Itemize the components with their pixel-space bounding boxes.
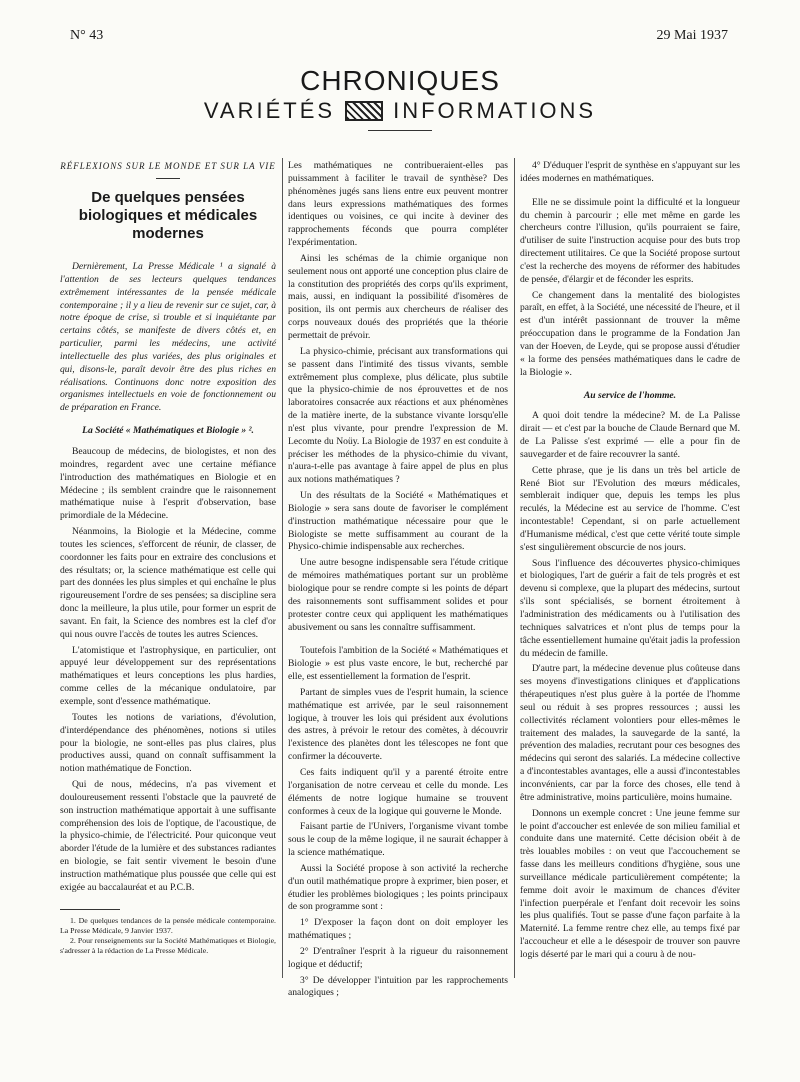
masthead-informations: INFORMATIONS <box>393 98 597 123</box>
column-2 <box>288 160 508 1003</box>
ornament-icon <box>345 101 383 121</box>
paragraph: Ces faits indiquent qu'il y a parenté étroite entre l'organisation de notre cerveau et celle du monde. Les éléments de notre logique humaine se trouvent conformes à ceux de la logique qui gouverne le Monde. <box>288 766 508 817</box>
paragraph: Ce changement dans la mentalité des biologistes paraît, en effet, à la Société, une nécessité de l'heure, et il est d'un intérêt passionnant de trouver la même préoccupation dans le programme de la Fondation Jan van der Hoeven, de Leyde, qui se propose aussi d'étudier « la forme des pensées mathématiques dans le cadre de la Biologie ». <box>520 289 740 378</box>
paragraph: Cette phrase, que je lis dans un très bel article de René Biot sur l'Evolution des mœurs médicales, semblerait indiquer que, depuis les temps les plus reculés, la Médecine est au service de l'homme. C'est incontestable! Cependant, si on parle actuellement d'Humanisme médical, c'est que cette vérité toute simple s'est singulièrement obscurcie de nos jours. <box>520 464 740 553</box>
masthead-varietes: VARIÉTÉS <box>203 98 336 123</box>
column-divider <box>282 158 283 978</box>
issue-date: 29 Mai 1937 <box>656 28 728 43</box>
paragraph: Donnons un exemple concret : Une jeune femme sur le point d'accoucher est enlevée de son milieu familial et conduite dans une maternité. Cette décision obéit à de très louables mobiles : on veut que l'accouchement se fasse dans les meilleurs conditions d'hygiène, sous une surveillance médicale particulièrement compétente; la femme doit avoir le maximum de chances d'éviter l'infection puerpérale et l'enfant doit recevoir les soins les plus qualifiés. Tout se passe d'une façon parfaite à la Maternité. La femme rentre chez elle, au temps fixé par l'accoucheur et elle a le désespoir de trouver son pauvre logis déserté par le mari qui a couru à de nou- <box>520 807 740 960</box>
paragraph: Sous l'influence des découvertes physico-chimiques et biologiques, l'art de guérir a fait de tels progrès et est devenu si complexe, que la plupart des médecins, surtout s'ils sont spécialisés, se bornent étroitement à l'administration des médicaments ou à l'utilisation des techniques salvatrices et n'ont plus de temps pour la tâche essentiellement humaine qu'était jadis la profession du médecin de famille. <box>520 557 740 659</box>
column-divider <box>514 158 515 978</box>
footnote-rule <box>60 909 120 910</box>
column-3 <box>520 160 740 965</box>
paragraph: Les mathématiques ne contribueraient-elles pas puissamment à faciliter le travail de synthèse? Des phénomènes jugés sans liens entre eux peuvent montrer dans leurs expressions mathématiques des formes identiques ou voisines, ce qui incite à deviner des rapprochements féconds que pourra compléter l'expérimentation. <box>288 160 508 249</box>
column-1 <box>60 160 276 956</box>
rubric: RÉFLEXIONS SUR LE MONDE ET SUR LA VIE <box>60 161 276 171</box>
paragraph: Aussi la Société propose à son activité la recherche d'un outil mathématique propre à exprimer, bien poser, et étudier les problèmes biologiques ; les points principaux de son programme sont : <box>288 862 508 913</box>
list-item: 4° D'éduquer l'esprit de synthèse en s'appuyant sur les idées modernes en mathématiques. <box>520 160 740 184</box>
page-header <box>70 28 728 48</box>
article-title: De quelques pensées biologiques et médicales modernes <box>78 189 258 242</box>
masthead <box>0 66 800 124</box>
masthead-rule <box>368 130 432 131</box>
section-title: Au service de l'homme. <box>583 389 677 401</box>
paragraph: La physico-chimie, précisant aux transformations qui se passent dans l'intimité des tissus vivants, semble extrêmement plus complexe, plus délicate, plus subtile que la physico-chimie de nos éprouvettes et de nos laboratoires consacrée aux réactions et aux phénomènes de la matière inerte, de la substance vivante lorsqu'elle n'est plus vivante, pour prendre l'expression de M. Lecomte du Noüy. La Biologie de 1937 en est conduite à préciser les méthodes de la physico-chimie du vivant, n'aura-t-elle pas avantage à faire appel de plus en plus aux notions mathématiques ? <box>288 345 508 486</box>
paragraph: L'atomistique et l'astrophysique, en particulier, ont appuyé leur développement sur des représentations mathématiques et leurs conceptions les plus hardies, comme celles de la mécanique ondulatoire, par exemple, sont d'essence mathématique. <box>60 644 276 707</box>
paragraph: Toutefois l'ambition de la Société « Mathématiques et Biologie » est plus vaste encore, le but, recherché par elle, est essentiellement la formation de l'esprit. <box>288 645 508 683</box>
paragraph: Toutes les notions de variations, d'évolution, d'interdépendance des phénomènes, notions si utiles pour la biologie, ne sont-elles pas plus claires, plus productives aussi, quand on connaît suffisamment la notion mathématique de Fonction. <box>60 711 276 775</box>
masthead-title: CHRONIQUES <box>300 65 500 96</box>
paragraph: Beaucoup de médecins, de biologistes, et non des moindres, regardent avec une certaine méfiance l'introduction des mathématiques en Biologie et en Médecine ; ils semblent craindre que le raisonnement mathématique nuise à l'esprit d'observation, base primordiale de la Médecine. <box>60 445 276 522</box>
paragraph: Qui de nous, médecins, n'a pas vivement et douloureusement ressenti l'obstacle que la pauvreté de son instruction mathématique apportait à une suffisante compréhension des lois de l'optique, de l'acoustique, de la physico-chimie, de l'électricité. Pour quiconque veut aborder l'étude de la lumière et des substances radiantes en biologie, se fait sentir vivement le besoin d'une instruction mathématique plus poussée que celle qui est exigée au baccalauréat et au P.C.B. <box>60 779 276 893</box>
paragraph: D'autre part, la médecine devenue plus coûteuse dans ses moyens d'investigations cliniques et d'applications thérapeutiques n'est plus guère à la portée de l'homme seul ou réduit à ses propres ressources ; aussi les collectivités réclament volontiers pour elles-mêmes le traitement des malades, la sauvegarde de la santé, la prévention des maladies, recrutant pour ces besognes des médecins qui seront des salariés. La médecine collective a d'incontestables avantages, elle a aussi d'incontestables inconvénients, car par la force des choses, elle tend à être administrative, moins particulière, moins humaine. <box>520 663 740 803</box>
masthead-subtitle <box>0 98 800 124</box>
paragraph: Ainsi les schémas de la chimie organique non seulement nous ont apporté une conception plus claire de la constitution des propriétés des corps qu'ils expriment, mais, aussi, en indiquant la possibilité d'isomères de position, ils ont permis aux chercheurs de réaliser des corps nouveaux doués des propriétés que la théorie permettait de prévoir. <box>288 252 508 341</box>
paragraph: Partant de simples vues de l'esprit humain, la science mathématique est arrivée, par le seul raisonnement logique, à trouver les lois qui président aux évolutions des astres, à prévoir le retour des comètes, à découvrir l'existence des planètes dont les télescopes ne font que confirmer la découverte. <box>288 686 508 763</box>
rubric-rule <box>156 178 180 179</box>
section-title: La Société « Mathématiques et Biologie » ². <box>82 425 254 437</box>
paragraph: Faisant partie de l'Univers, l'organisme vivant tombe sous le coup de la même logique, il ne saurait échapper à la science mathématique. <box>288 821 508 859</box>
footnote: 1. De quelques tendances de la pensée médicale contemporaine. La Presse Médicale, 9 Janvier 1937. <box>60 915 276 935</box>
paragraph: Elle ne se dissimule point la difficulté et la longueur du chemin à parcourir ; elle met même en garde les chercheurs contre l'illusion, qu'ils pourraient se faire, d'utiliser de suite l'instruction acquise pour des buts trop directement utilitaires. Ce que la Société propose surtout c'est la recherche des moyens de réformer des habitudes de pensée, d'élargir et de féconder les esprits. <box>520 196 740 285</box>
paragraph: Une autre besogne indispensable sera l'étude critique de mémoires mathématiques portant sur un problème biologique pour se rendre compte si les points de départ des raisonnements sont suffisamment solides et pour protester contre ceux qui appliquent les mathématiques abusivement ou sans les connaître suffisamment. <box>288 557 508 633</box>
footnote: 2. Pour renseignements sur la Société Mathématiques et Biologie, s'adresser à la rédaction de La Presse Médicale. <box>60 935 276 955</box>
intro-paragraph: Dernièrement, La Presse Médicale ¹ a signalé à l'attention de ses lecteurs quelques tendances extrêmement intéressantes de la pensée médicale contemporaine ; il y a lieu de revenir sur ce sujet, car, à notre époque de crise, si trouble et si inquiétante par certains côtés, se manifeste de divers côtés et, en particulier, parmi les médecins, une activité intellectuelle des plus variées, des plus originales et qui, disons-le, paraît devoir être des plus riches en réalisations. Continuons donc notre exposition des organismes intellectuels en voie de fonctionnement ou de préparation en France. <box>60 261 276 414</box>
paragraph: A quoi doit tendre la médecine? M. de La Palisse dirait — et c'est par la bouche de Claude Bernard que M. de La Palisse s'est exprimé — elle a pour fin de sauvegarder et de faire recouvrer la santé. <box>520 410 740 460</box>
list-item: 1° D'exposer la façon dont on doit employer les mathématiques ; <box>288 917 508 942</box>
paragraph: Un des résultats de la Société « Mathématiques et Biologie » sera sans doute de favoriser le complément d'instruction mathématique nécessaire pour que le Biologiste se mette suffisamment au courant de la Physico-chimie indispensable aux recherches. <box>288 490 508 553</box>
list-item: 3° De développer l'intuition par les rapprochements analogiques ; <box>288 974 508 999</box>
paragraph: Néanmoins, la Biologie et la Médecine, comme toutes les sciences, s'efforcent de réunir, de classer, de coordonner les faits pour en extraire des conclusions et des résultats; or, la science mathématique est celle qui part des données les plus simples et qui enchaîne le plus rigoureusement l'ordre de ses pensées; sa discipline sera donc la meilleure, la plus utile, pour former un esprit de savant. En fait, la Science des nombres est la clef d'or qui nous ouvre l'accès de toutes les autres Sciences. <box>60 526 276 640</box>
list-item: 2° D'entraîner l'esprit à la rigueur du raisonnement logique et déductif; <box>288 945 508 970</box>
issue-number: N° 43 <box>70 28 104 43</box>
